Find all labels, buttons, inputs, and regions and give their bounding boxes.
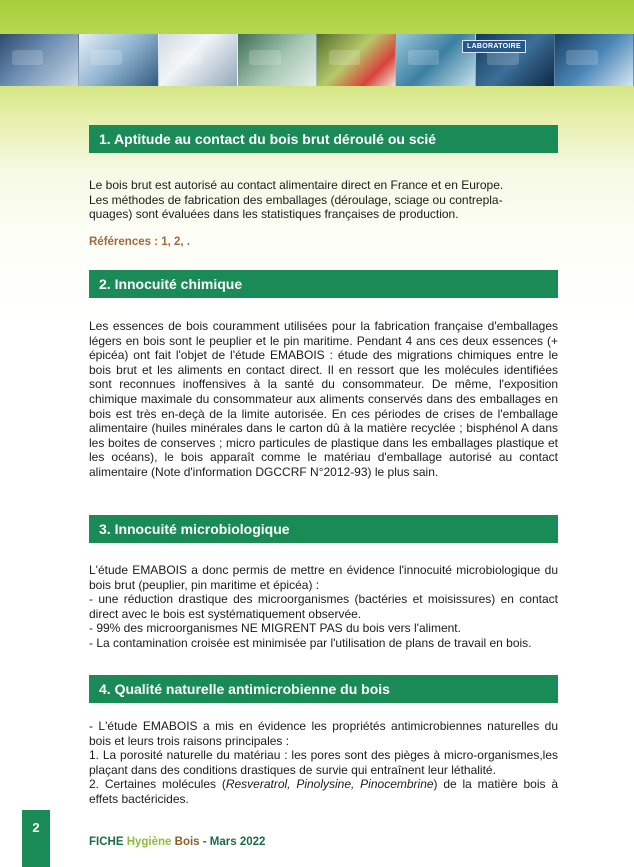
references: Références : 1, 2, .	[89, 236, 190, 248]
section-1-line: Le bois brut est autorisé au contact alimentaire direct en France et en Europe.	[89, 178, 504, 192]
section-4-intro: - L'étude EMABOIS a mis en évidence les propriétés antimicrobiennes naturelles du bois et leurs trois raisons principales :	[89, 719, 558, 748]
section-3-body	[89, 563, 558, 651]
point-2-end: ) de la matière bois à effets bactéricides.	[89, 777, 558, 806]
section-1-heading: 1. Aptitude au contact du bois brut déroulé ou scié	[89, 125, 558, 153]
section-1-line: Les méthodes de fabrication des emballages (déroulage, sciage ou contrepla-	[89, 192, 503, 207]
lab-photo	[0, 34, 79, 86]
section-2-body: Les essences de bois couramment utilisées pour la fabrication française d'emballages légers en bois sont le peuplier et le pin maritime. Pendant 4 ans ces deux essences (+ épicéa) ont fait l'objet de l'étude EMABOIS : étude des migrations chimiques entre le bois brut et les aliments en contact direct. Il en ressort que les molécules identifiées sont reconnues inoffensives à la santé du consommateur. De même, l'exposition chimique maximale du consommateur aux aliments conservés dans des emballages en bois est très en-deçà de la limite autorisée. En ces périodes de crises de l'emballage alimentaire (huiles minérales dans le carton dû à la matière recyclée ; bisphénol A dans les boites de conserves ; micro particules de plastique dans les emballages plastique et les océans), le bois apparaît comme le matériau d'emballage autorisé au contact alimentaire (Note d'information DGCCRF N°2012-93) le plus sain.	[89, 319, 558, 479]
footer-fiche: FICHE	[89, 836, 124, 848]
molecule-names: Resveratrol, Pinolysine, Pinocembrine	[225, 777, 434, 792]
section-4-body	[89, 719, 558, 807]
lab-photo	[555, 34, 634, 86]
footer-bois: Bois	[174, 836, 200, 848]
lab-photo	[159, 34, 238, 86]
footer-hygiene: Hygiène	[126, 836, 172, 848]
section-3-heading: 3. Innocuité microbiologique	[89, 515, 558, 543]
laboratoire-sign: LABORATOIRE	[462, 40, 526, 53]
laboratory-photo-banner	[0, 34, 634, 86]
section-4-point-2	[89, 777, 558, 806]
footer-title	[89, 836, 265, 848]
section-3-line: - 99% des microorganismes NE MIGRENT PAS du bois vers l'aliment.	[89, 621, 461, 636]
section-1-body	[89, 178, 558, 222]
section-4-point-1: 1. La porosité naturelle du matériau : les pores sont des pièges à micro-organismes,les plaçant dans des conditions drastiques de survie qui entraînent leur léthalité.	[89, 748, 558, 777]
section-3-line: - La contamination croisée est minimisée par l'utilisation de plans de travail en bois.	[89, 635, 532, 650]
footer-date: - Mars 2022	[202, 836, 266, 848]
page-number: 2	[22, 810, 50, 867]
point-2-start: 2. Certaines molécules (	[89, 777, 226, 792]
lab-photo	[317, 34, 396, 86]
section-1-line: quages) sont évaluées dans les statistiques françaises de production.	[89, 207, 459, 222]
section-3-line: - une réduction drastique des microorganismes (bactéries et moisissures) en contact direct avec le bois est systématiquement observée.	[89, 592, 558, 621]
section-3-line: L'étude EMABOIS a donc permis de mettre en évidence l'innocuité microbiologique du bois brut (peuplier, pin maritime et épicéa) :	[89, 563, 558, 592]
lab-photo	[238, 34, 317, 86]
section-2-heading: 2. Innocuité chimique	[89, 270, 558, 298]
section-4-heading: 4. Qualité naturelle antimicrobienne du bois	[89, 675, 558, 703]
lab-photo	[79, 34, 158, 86]
